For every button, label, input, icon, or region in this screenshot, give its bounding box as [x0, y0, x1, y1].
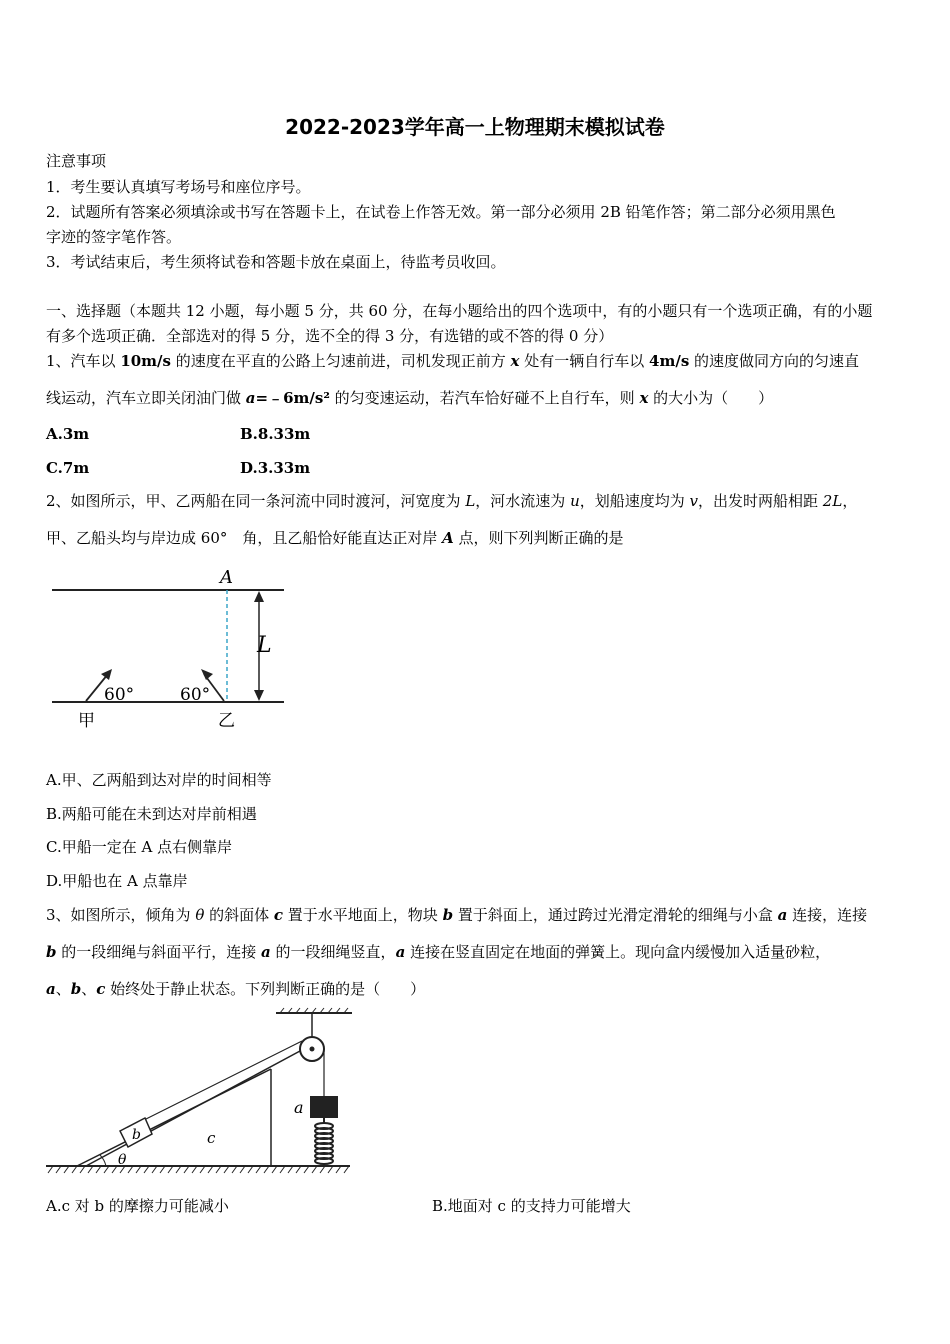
q2-option-c: C.甲船一定在 A 点右侧靠岸	[46, 838, 233, 856]
q1-option-c: C.7m	[46, 459, 90, 477]
q2-option-b: B.两船可能在未到达对岸前相遇	[46, 805, 257, 823]
incline-pulley-figure	[44, 1007, 364, 1177]
q1-line1: 1、汽车以 10m/s 的速度在平直的公路上匀速前进，司机发现正前方 x 处有一辆自行车以 4m/s 的速度做同方向的匀速直	[46, 352, 860, 370]
point-a-label: A	[220, 567, 233, 588]
incline-top-edge	[77, 1069, 271, 1166]
boat-yi-arrowhead	[201, 669, 213, 680]
width-arrow-head-down	[254, 690, 264, 701]
river-crossing-figure	[46, 566, 296, 736]
width-arrow-head-up	[254, 591, 264, 602]
box-a-label: a	[294, 1098, 304, 1117]
q1-option-d: D.3.33m	[240, 459, 311, 477]
q2-line1: 2、如图所示，甲、乙两船在同一条河流中同时渡河，河宽度为 L，河水流速为 u，划船速度均为 v，出发时两船相距 2L，	[46, 492, 858, 510]
pulley-axle	[310, 1047, 315, 1052]
angle-label-left: 60°	[104, 685, 135, 705]
q2-option-d: D.甲船也在 A 点靠岸	[46, 872, 188, 890]
boat-yi-label: 乙	[218, 711, 235, 731]
q3-option-b: B.地面对 c 的支持力可能增大	[432, 1197, 631, 1215]
q3-option-a: A.c 对 b 的摩擦力可能减小	[46, 1197, 229, 1215]
width-label: L	[257, 633, 272, 658]
section-heading-line2: 有多个选项正确．全部选对的得 5 分，选不全的得 3 分，有选错的或不答的得 0 分）	[46, 327, 614, 345]
q2-line2: 甲、乙船头均与岸边成 60° 角，且乙船恰好能直达正对岸 A 点，则下列判断正确的是	[46, 529, 624, 547]
section-heading-line1: 一、选择题（本题共 12 小题，每小题 5 分，共 60 分，在每小题给出的四个选项中，有的小题只有一个选项正确，有的小题	[46, 302, 873, 320]
rope-to-b	[142, 1041, 302, 1121]
block-b-label: b	[132, 1127, 141, 1143]
q1-option-a: A.3m	[46, 425, 90, 443]
box-a	[310, 1096, 338, 1118]
page-title: 2022-2023学年高一上物理期末模拟试卷	[285, 115, 665, 139]
notice-item-3: 3．考试结束后，考生须将试卷和答题卡放在桌面上，待监考员收回。	[46, 253, 506, 271]
incline-c-label: c	[207, 1129, 216, 1147]
q2-option-a: A.甲、乙两船到达对岸的时间相等	[46, 771, 272, 789]
angle-theta-label: θ	[118, 1152, 127, 1168]
q3-line3: a、b、c 始终处于静止状态。下列判断正确的是（ ）	[46, 980, 426, 998]
q1-option-b: B.8.33m	[240, 425, 311, 443]
boat-jia-label: 甲	[78, 711, 95, 731]
notice-item-2-cont: 字迹的签字笔作答。	[46, 228, 182, 246]
ground-hatching	[48, 1166, 349, 1173]
notice-heading: 注意事项	[46, 152, 107, 170]
q3-line1: 3、如图所示，倾角为 θ 的斜面体 c 置于水平地面上，物块 b 置于斜面上，通过跨过光滑定滑轮的细绳与小盒 a 连接，连接	[46, 906, 868, 924]
spring	[315, 1118, 333, 1166]
boat-jia-arrowhead	[101, 669, 112, 680]
q1-line2: 线运动，汽车立即关闭油门做 a=﹣6m/s² 的匀变速运动，若汽车恰好碰不上自行车，则 x 的大小为（ ）	[46, 389, 774, 407]
angle-label-right: 60°	[180, 685, 211, 705]
notice-item-1: 1．考生要认真填写考场号和座位序号。	[46, 178, 311, 196]
q3-line2: b 的一段细绳与斜面平行，连接 a 的一段细绳竖直，a 连接在竖直固定在地面的弹簧上。现向盒内缓慢加入适量砂粒，	[46, 943, 831, 961]
notice-item-2: 2．试题所有答案必须填涂或书写在答题卡上，在试卷上作答无效。第一部分必须用 2B 铅笔作答；第二部分必须用黑色	[46, 203, 836, 221]
